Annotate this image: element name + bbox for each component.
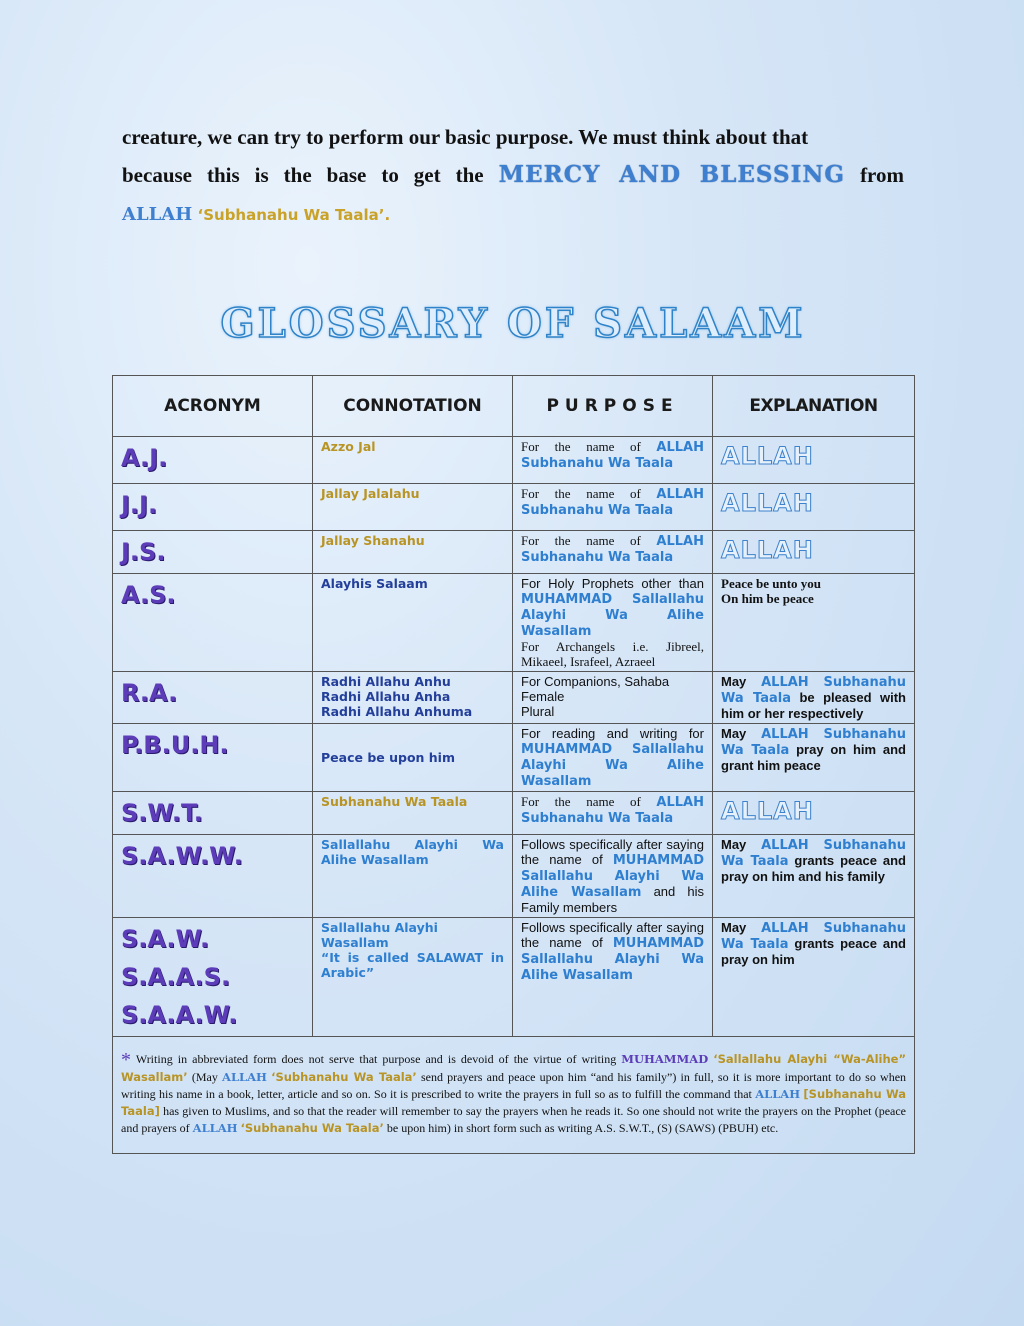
- intro-line-3: [122, 194, 904, 234]
- purpose-cell: For the name of ALLAH Subhanahu Wa Taala: [513, 531, 713, 574]
- header-purpose: PURPOSE: [513, 376, 713, 437]
- connotation-cell: Jallay Shanahu: [321, 533, 425, 548]
- explanation-cell: May ALLAH Subhanahu Wa Taala grants peace and pray on him: [713, 918, 915, 1037]
- intro-allah: ALLAH: [122, 204, 193, 225]
- acronym-cell: A.S.: [121, 581, 176, 609]
- connotation-cell: Sallallahu Alayhi Wa Alihe Wasallam: [321, 837, 504, 867]
- connotation-cell: Subhanahu Wa Taala: [321, 794, 468, 809]
- acronym-cell: S.W.T.: [121, 799, 203, 827]
- header-explanation: EXPLANATION: [713, 376, 915, 437]
- explanation-cell: May ALLAH Subhanahu Wa Taala be pleased with him or her respectively: [713, 672, 915, 724]
- explanation-cell: May ALLAH Subhanahu Wa Taala grants peace and pray on him and his family: [713, 835, 915, 918]
- intro-line-2: [122, 156, 904, 194]
- table-row: [113, 918, 915, 1037]
- connotation-cell: Jallay Jalalahu: [321, 486, 420, 501]
- acronym-cell: R.A.: [121, 679, 178, 707]
- connotation-cell: Alayhis Salaam: [321, 576, 428, 591]
- explanation-cell: Peace be unto you On him be peace: [713, 574, 915, 672]
- intro-line-1: creature, we can try to perform our basic purpose. We must think about that: [122, 125, 809, 149]
- connotation-cell: Sallallahu Alayhi Wasallam “It is called SALAWAT in Arabic”: [313, 918, 513, 1037]
- intro-swt: ‘Subhanahu Wa Taala’.: [197, 206, 391, 224]
- table-row: [113, 835, 915, 918]
- header-acronym: ACRONYM: [113, 376, 313, 437]
- table-row: [113, 724, 915, 792]
- connotation-cell: Radhi Allahu Anhu Radhi Allahu Anha Radhi Allahu Anhuma: [313, 672, 513, 724]
- acronym-cell: P.B.U.H.: [121, 731, 229, 759]
- asterisk: *: [121, 1049, 131, 1071]
- table-row: [113, 574, 915, 672]
- footnote: * Writing in abbreviated form does not serve that purpose and is devoid of the virtue of writing MUHAMMAD ‘Sallallahu Alayhi “Wa-Alihe” Wasallam’ (May ALLAH ‘Subhanahu Wa Taala’ send prayers and peace upon him “and his family”) in full, so it is more important to do so when writing his name in a book, letter, article and so on. So it is prescribed to write the prayers in full so as to fulfill the command that ALLAH [Subhanahu Wa Taala] has given to Muslims, and so that the reader will remember to say the prayers when he reads it. So one should not write the prayers on the Prophet (peace and prayers of ALLAH ‘Subhanahu Wa Taala’ be upon him) in short form such as writing A.S. S.W.T., (S) (SAWS) (PBUH) etc.: [113, 1037, 915, 1154]
- acronym-cell: A.J.: [121, 444, 168, 472]
- explanation-allah: ALLAH: [721, 536, 814, 564]
- mercy-and-blessing: MERCY AND BLESSING: [498, 161, 846, 188]
- purpose-cell: Follows specifically after saying the name of MUHAMMAD Sallallahu Alayhi Wa Alihe Wasallam and his Family members: [513, 835, 713, 918]
- purpose-cell: For reading and writing for MUHAMMAD Sallallahu Alayhi Wa Alihe Wasallam: [513, 724, 713, 792]
- acronym-cell: S.A.W. S.A.A.S. S.A.A.W.: [113, 918, 313, 1037]
- acronym-cell: S.A.W.W.: [121, 842, 243, 870]
- purpose-cell: For Holy Prophets other than MUHAMMAD Sallallahu Alayhi Wa Alihe Wasallam For Archangels i.e. Jibreel, Mikaeel, Israfeel, Azraeel: [513, 574, 713, 672]
- purpose-cell: For the name of ALLAH Subhanahu Wa Taala: [513, 792, 713, 835]
- purpose-cell: For the name of ALLAH Subhanahu Wa Taala: [513, 437, 713, 484]
- table-row: [113, 437, 915, 484]
- intro-line-2-pre: because this is the base to get the: [122, 163, 484, 187]
- explanation-cell: May ALLAH Subhanahu Wa Taala pray on him and grant him peace: [713, 724, 915, 792]
- glossary-table: [112, 375, 915, 1154]
- explanation-allah: ALLAH: [721, 489, 814, 517]
- intro-line-2-post: from: [860, 163, 904, 187]
- explanation-allah: ALLAH: [721, 442, 814, 470]
- connotation-cell: Peace be upon him: [321, 750, 455, 765]
- purpose-cell: Follows specifically after saying the name of MUHAMMAD Sallallahu Alayhi Wa Alihe Wasallam: [513, 918, 713, 1037]
- table-row: [113, 672, 915, 724]
- table-header-row: [113, 376, 915, 437]
- purpose-cell: For the name of ALLAH Subhanahu Wa Taala: [513, 484, 713, 531]
- acronym-cell: J.J.: [121, 491, 158, 519]
- page-title: GLOSSARY OF SALAAM: [220, 300, 806, 347]
- table-row: [113, 792, 915, 835]
- header-connotation: CONNOTATION: [313, 376, 513, 437]
- intro-paragraph: [122, 118, 904, 234]
- acronym-cell: J.S.: [121, 538, 166, 566]
- explanation-allah: ALLAH: [721, 797, 814, 825]
- table-row-note: [113, 1037, 915, 1154]
- purpose-cell: For Companions, Sahaba Female Plural: [513, 672, 713, 724]
- table-row: [113, 531, 915, 574]
- table-row: [113, 484, 915, 531]
- connotation-cell: Azzo Jal: [321, 439, 376, 454]
